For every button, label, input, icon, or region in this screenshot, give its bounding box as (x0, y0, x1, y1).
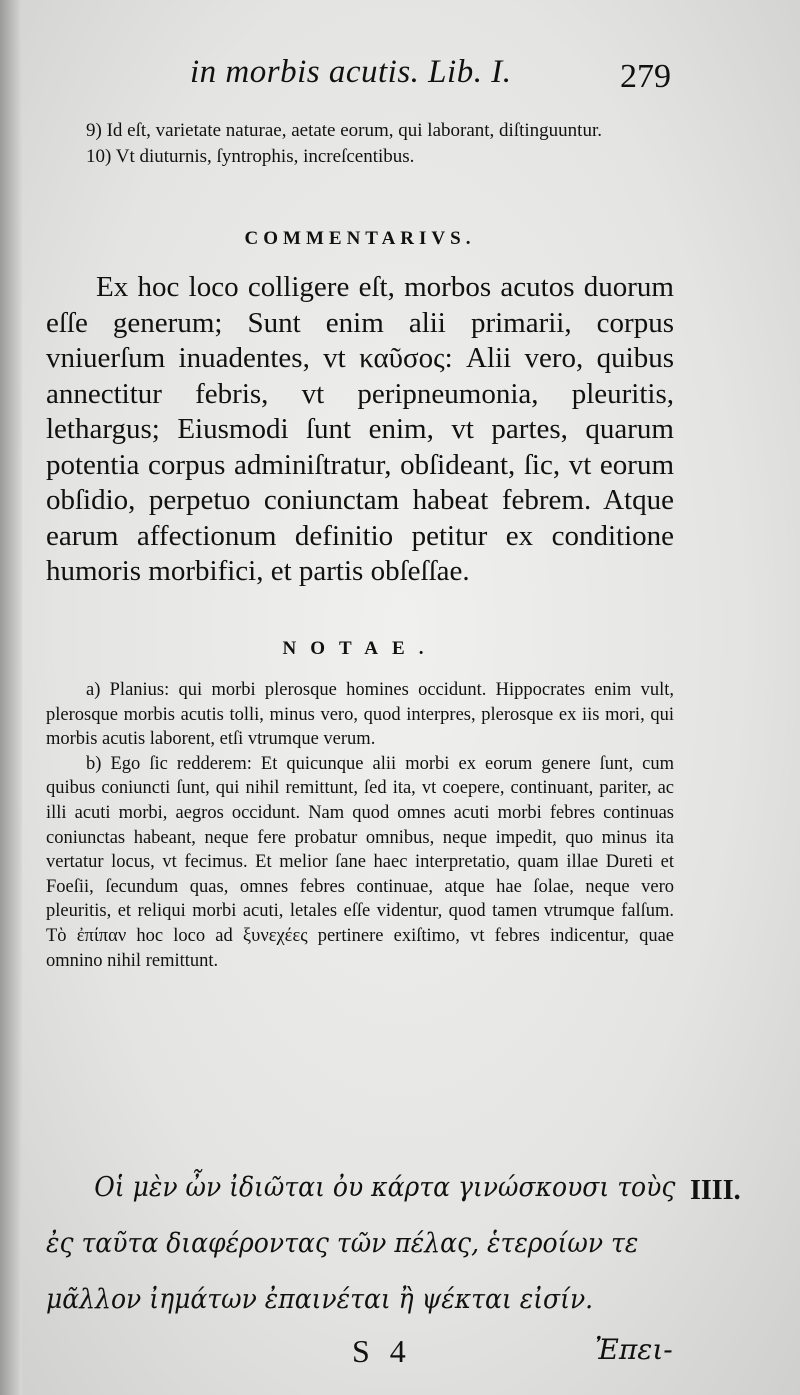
greek-line-3: μᾶλλον ἰημάτων ἐπαινέται ἢ ψέκται εἰσίν. (46, 1284, 594, 1315)
commentary-heading: COMMENTARIVS. (244, 228, 476, 249)
page-gutter-shadow (0, 0, 22, 1395)
greek-line-2: ἐς ταῦτα διαφέροντας τῶν πέλας, ἑτεροίων τε (46, 1228, 639, 1259)
running-title: in morbis acutis. Lib. I. (190, 54, 512, 90)
footnote-9: 9) Id eſt, varietate naturae, aetate eorum, qui laborant, diſtinguuntur. (86, 120, 602, 141)
notae-notes (46, 678, 674, 973)
commentary-text: Ex hoc loco colligere eſt, morbos acutos duorum eſſe generum; Sunt enim alii primarii, corpus vniuerſum inuadentes, vt καῦσος: Alii vero, quibus annectitur febris, vt peripneumonia, pleuritis, lethargus; Eiusmodi ſunt enim, vt partes, quarum potentia corpus adminiſtratur, obſideant, ſic, vt eorum obſidio, perpetuo coniunctam habeat febrem. Atque earum affectionum definitio petitur ex conditione humoris morbifici, et partis obſeſſae. (46, 271, 674, 587)
footnote-10: 10) Vt diuturnis, ſyntrophis, increſcentibus. (86, 146, 415, 167)
signature-mark: S 4 (352, 1333, 412, 1369)
page-number: 279 (620, 58, 671, 95)
section-marker: IIII. (690, 1175, 741, 1206)
page-header (0, 54, 800, 104)
catchword: Ἐπει- (595, 1333, 673, 1366)
greek-text (46, 1160, 736, 1328)
note-b: b) Ego ſic redderem: Et quicunque alii morbi ex eorum genere ſunt, cum quibus coniuncti ſunt, qui nihil remittunt, ſed ita, vt coepere, continuant, pariter, ac illi acuti morbi, aegros occidunt. Nam quod omnes acuti morbi febres continuas coniunctas habeant, neque fere probatur omnibus, neque impedit, quo minus ita vertatur locus, vt fecimus. Et melior ſane haec interpretatio, quam illae Dureti et Foeſii, ſecundum quas, omnes febres continuae, atque hae ſolae, neque vero pleuritis, et reliqui morbi acuti, letales eſſe videntur, quod tamen vtrumque falſum. Τὸ ἐπίπαν hoc loco ad ξυνεχέες pertinere exiſtimo, vt febres indicentur, quae omnino nihil remittunt. (46, 753, 674, 971)
greek-line-1: Οἱ μὲν ὦν ἰδιῶται ὀυ κάρτα γινώσκουσι τοὺς (94, 1172, 676, 1203)
notae-heading: NOTAE. (282, 638, 438, 659)
footnotes (46, 118, 674, 170)
note-a: a) Planius: qui morbi plerosque homines occidunt. Hippocrates enim vult, plerosque morbis acutis tolli, minus vero, quod interpres, plerosque ex iis mori, qui morbis acutis laborent, etſi vtrumque verum. (46, 680, 674, 750)
